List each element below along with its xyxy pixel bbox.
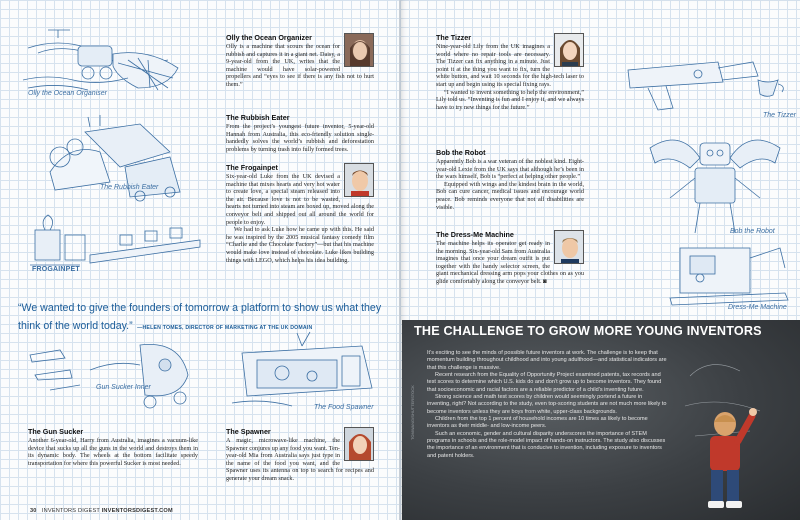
photo-luke bbox=[344, 163, 374, 197]
page-number: 30 bbox=[30, 508, 37, 514]
challenge-paragraph: Strong science and math test scores by children would seemingly portend a future in inventing, right? Not according to the study, even top-scoring students are not much more likely to become inventors unless they are boys from white, upper-class backgrounds. bbox=[427, 394, 667, 415]
article-olly bbox=[226, 33, 374, 89]
article-title: The Gun Sucker bbox=[28, 427, 84, 436]
article-rubbish-eater bbox=[226, 113, 374, 153]
photo-sam bbox=[554, 230, 584, 264]
article-paragraph: We had to ask Luke how he came up with this. He said he was inspired by the 2005 musical fantasy comedy film “Charlie and the Chocolate Factory”—but that his machine would make love instead of chocolate. Luke likes building things with LEGO, which helps his idea building. bbox=[226, 226, 374, 264]
challenge-paragraph: It’s exciting to see the minds of possible future inventors at work. The challenge is to keep that momentum building throughout childhood and into young adulthood—and statistical indicators are that this challenge is massive. bbox=[427, 350, 667, 371]
photo-credit: TOMWANG/SHUTTERSTOCK bbox=[410, 385, 415, 440]
article-title: The Tizzer bbox=[436, 33, 472, 42]
dress-me-illustration bbox=[660, 238, 795, 318]
challenge-body bbox=[427, 350, 667, 460]
article-gun-sucker bbox=[28, 427, 198, 467]
dress-me-label: Dress-Me Machine bbox=[728, 304, 787, 311]
rubbish-eater-label: The Rubbish Eater bbox=[100, 184, 159, 191]
bob-the-robot-illustration bbox=[640, 128, 790, 238]
article-bob bbox=[436, 148, 584, 211]
food-spawner-illustration bbox=[222, 328, 392, 418]
photo-lily bbox=[554, 33, 584, 67]
article-paragraph: A magic, microwave-like machine, the Spawner conjures up any food you want. Ten-year-old Mia from Australia says just type in the name of the food you want, and the Spawner uses its antenna on top to search for recipes and generate your dream snack. bbox=[226, 437, 374, 482]
challenge-paragraph: Recent research from the Equality of Opportunity Project examined patents, tax records and test scores to determine which U.S. kids do and don’t grow up to become inventors. They found that socioeconomic and racial factors are a reliable predictor of a child’s inventing future. bbox=[427, 372, 662, 393]
article-paragraph: Another 6-year-old, Harry from Australia, imagines a vacuum-like device that sucks up all the guns in the world and destroys them in its dynamic body. The wheels at the bottom facilitate speedy transportation for where this powerful Sucker is most needed. bbox=[28, 437, 198, 467]
child-at-chalkboard-image bbox=[680, 346, 770, 520]
article-paragraph: Olly is a machine that scours the ocean for rubbish and captures it in a giant net. Daisy, a 9-year-old from the UK, writes that the machine would have solar-powered propellers and “eyes to see if there is any fish not to hurt them.” bbox=[226, 43, 374, 88]
tizzer-illustration bbox=[618, 40, 797, 120]
article-dress-me bbox=[436, 230, 584, 286]
quote-text: “We wanted to give the founders of tomorrow a platform to show us what they think of the world today.” bbox=[18, 302, 382, 332]
article-frogainpet bbox=[226, 163, 374, 264]
gun-sucker-illustration bbox=[20, 330, 210, 415]
article-title: The Frogainpet bbox=[226, 163, 278, 172]
quote-attribution: —HELEN TOMES, DIRECTOR OF MARKETING AT THE UK DOMAIN bbox=[137, 325, 313, 331]
article-title: The Rubbish Eater bbox=[226, 113, 290, 122]
article-paragraph: Apparently Bob is a war veteran of the noblest kind. Eight-year-old Lexie from the UK says that although he’s been in the wars himself, Bob is “perfect at helping other people.” bbox=[436, 158, 584, 181]
ocean-organiser-illustration bbox=[18, 18, 198, 103]
article-paragraph: From the project’s youngest future inventor, 5-year-old Hannah from Australia, this eco-friendly solution single-handedly solves the world’s rubbish and deforestation problems by turning trash into fully formed trees. bbox=[226, 123, 374, 153]
magazine-name: INVENTORS DIGEST bbox=[41, 508, 100, 514]
article-paragraph: Nine-year-old Lily from the UK imagines a world where no repair tools are necessary. The Tizzer can fix anything in a minute. Just point it at the thing you want to fix, turn the white button, and wait 10 seconds for the high-tech laser to start up and begin using its special fixing rays. bbox=[436, 43, 584, 88]
pull-quote bbox=[18, 298, 388, 334]
page-footer bbox=[30, 508, 173, 514]
photo-mia bbox=[344, 427, 374, 461]
article-paragraph: Equipped with wings and the kindest brain in the world, Bob can cure cancer, medical issues and encourage world peace. Bob reminds everyone that not all disabilities are visible. bbox=[436, 180, 584, 211]
article-title: The Spawner bbox=[226, 427, 271, 436]
article-title: The Dress-Me Machine bbox=[436, 230, 514, 239]
photo-daisy bbox=[344, 33, 374, 67]
ocean-organiser-label: Olly the Ocean Organiser bbox=[28, 90, 107, 97]
challenge-section bbox=[402, 320, 800, 520]
article-paragraph: “I wanted to invent something to help the environment,” Lily told us. “Inventing is fun and I enjoy it, and we always have to try new things for the future.” bbox=[436, 88, 584, 111]
challenge-paragraph: Such an economic, gender and cultural disparity underscores the importance of STEM programs in schools and the role-model impact of hands-on instructors. The study also discusses the importance of an environment that is conducive to invention, including exposure to inventors and patent holders. bbox=[427, 430, 666, 459]
article-title: Bob the Robot bbox=[436, 148, 486, 157]
article-tizzer bbox=[436, 33, 584, 111]
article-paragraph: The machine helps its operator get ready in the morning. Six-year-old Sam from Australia imagines that once your dream outfit is put together with the handy selector screen, the giant mechanical dressing arm pops your clothes on as you glide comfortably along the conveyor belt. ◙ bbox=[436, 240, 584, 285]
article-paragraph: Six-year-old Luke from the UK devised a machine that mixes hearts and very hot water to create love, a special steam released into the air. Because love is not to be wasted, hearts not turned into steam are boxed up, moved along the conveyor belt and shipped out all around the world for people to enjoy. bbox=[226, 173, 374, 226]
challenge-paragraph: Children from the top 1 percent of household incomes are 10 times as likely to become inventors as their middle- and low-income peers. bbox=[427, 416, 648, 430]
gun-sucker-label: Gun Sucker Inner bbox=[96, 384, 151, 391]
food-spawner-label: The Food Spawner bbox=[314, 404, 374, 411]
article-spawner bbox=[226, 427, 374, 483]
bob-label: Bob the Robot bbox=[730, 228, 775, 235]
challenge-title: THE CHALLENGE TO GROW MORE YOUNG INVENTORS bbox=[414, 324, 762, 338]
magazine-url: INVENTORSDIGEST.COM bbox=[101, 508, 173, 514]
frogainpet-illustration bbox=[20, 205, 210, 280]
frogainpet-label: FROGAINPET bbox=[32, 266, 80, 273]
rubbish-eater-illustration bbox=[30, 112, 200, 202]
article-title: Olly the Ocean Organizer bbox=[226, 33, 312, 42]
tizzer-label: The Tizzer bbox=[763, 112, 797, 119]
